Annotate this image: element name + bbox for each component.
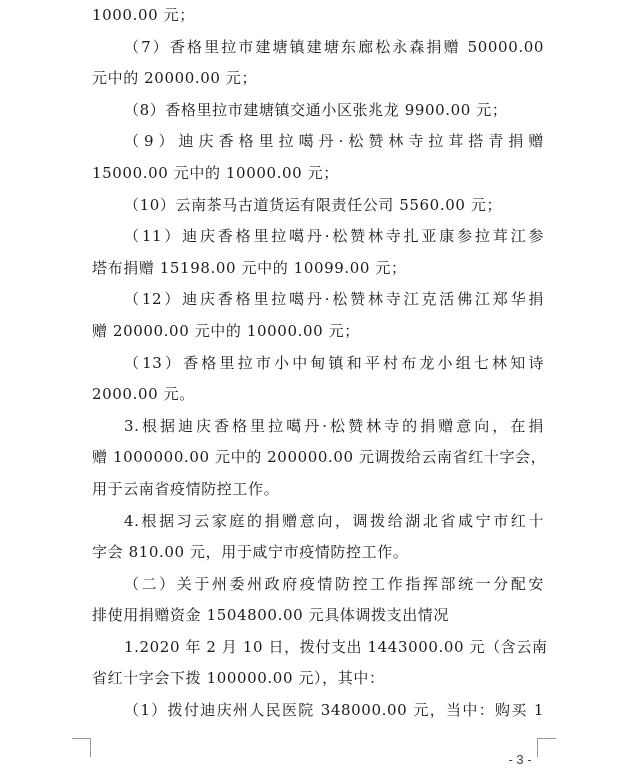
text-line: （7）香格里拉市建塘镇建塘东廊松永森捐赠 50000.00 <box>124 37 544 56</box>
text-line: 4.根据习云家庭的捐赠意向，调拨给湖北省咸宁市红十 <box>124 511 544 530</box>
text-line: （二）关于州委州政府疫情防控工作指挥部统一分配安 <box>124 574 544 593</box>
text-line: 3.根据迪庆香格里拉噶丹·松赞林寺的捐赠意向，在捐 <box>124 416 544 435</box>
text-line: （13）香格里拉市小中甸镇和平村布龙小组七林知诗 <box>124 353 544 372</box>
text-line: 省红十字会下拨 100000.00 元），其中： <box>92 669 385 688</box>
text-line: 字会 810.00 元，用于咸宁市疫情防控工作。 <box>92 543 409 562</box>
text-line: 排使用捐赠资金 1504800.00 元具体调拨支出情况 <box>92 606 449 625</box>
text-line: 2000.00 元。 <box>92 385 195 404</box>
text-line: （8）香格里拉市建塘镇交通小区张兆龙 9900.00 元； <box>124 100 508 119</box>
page-number: - 3 - <box>508 752 532 767</box>
text-line: 15000.00 元中的 10000.00 元； <box>92 163 339 182</box>
text-line: 元中的 20000.00 元； <box>92 69 258 88</box>
document-body <box>92 0 548 727</box>
text-line: 赠 1000000.00 元中的 200000.00 元调拨给云南省红十字会， <box>92 448 547 467</box>
text-line: （1）拨付迪庆州人民医院 348000.00 元，当中：购买 1 <box>124 701 544 720</box>
text-line: 用于云南省疫情防控工作。 <box>92 479 280 498</box>
text-line: （9）迪庆香格里拉噶丹·松赞林寺拉茸搭青捐赠 <box>124 132 544 151</box>
text-line: 塔布捐赠 15198.00 元中的 10099.00 元； <box>92 258 407 277</box>
text-line: （11）迪庆香格里拉噶丹·松赞林寺扎亚康参拉茸江参 <box>124 227 544 246</box>
text-line: （12）迪庆香格里拉噶丹·松赞林寺江克活佛江郑华捐 <box>124 290 544 309</box>
crop-mark-left <box>72 738 91 757</box>
text-line: 1.2020 年 2 月 10 日，拨付支出 1443000.00 元（含云南 <box>124 637 548 656</box>
text-line: 1000.00 元； <box>92 6 195 24</box>
text-line: （10）云南茶马古道货运有限责任公司 5560.00 元； <box>124 195 503 214</box>
text-line: 赠 20000.00 元中的 10000.00 元； <box>92 321 360 340</box>
